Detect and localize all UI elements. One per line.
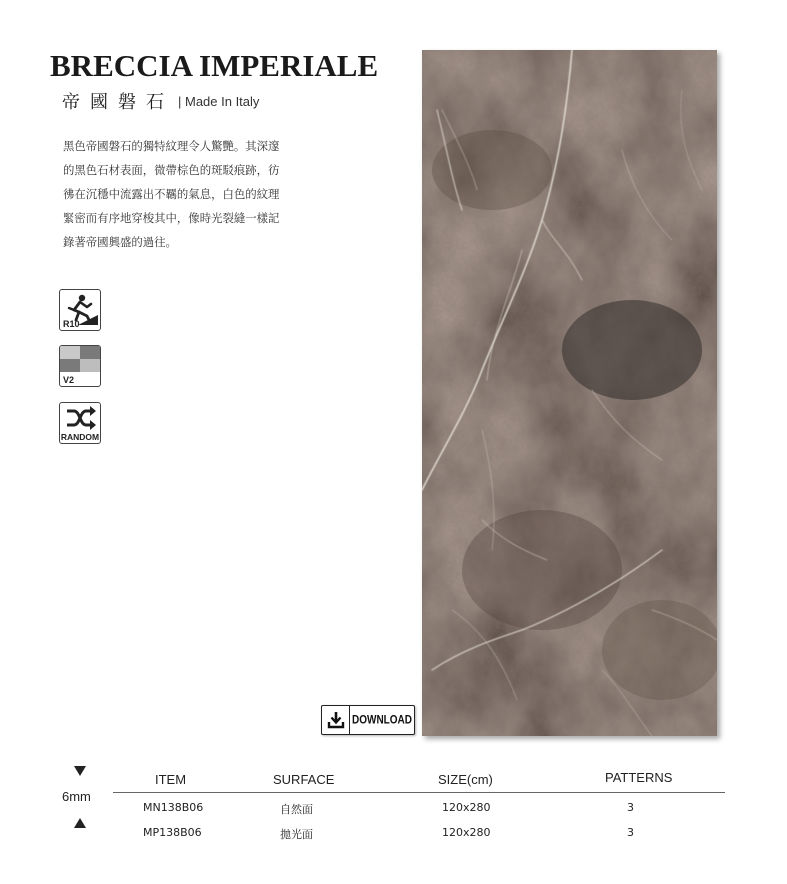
cell-size: 120x280: [442, 801, 491, 814]
arrow-up-icon: [74, 818, 86, 828]
description-line: 黑色帝國磐石的獨特紋理令人驚艷。其深邃: [63, 139, 280, 153]
product-title: BRECCIA IMPERIALE: [50, 48, 379, 83]
shade-variation-icon: [60, 346, 100, 372]
marble-texture: [422, 50, 717, 736]
description-line: 錄著帝國興盛的過往。: [63, 235, 177, 249]
description-line: 緊密而有序地穿梭其中，像時光裂縫一樣記: [63, 211, 280, 225]
shade-variation-badge: [59, 345, 101, 387]
download-button[interactable]: [321, 705, 415, 735]
cell-surface: 拋光面: [280, 828, 313, 841]
slip-rating-badge: [59, 289, 101, 331]
slip-rating-label: R10: [63, 319, 80, 329]
download-icon: [322, 706, 350, 734]
column-header-size: SIZE(cm): [438, 772, 493, 787]
thickness-indicator: [60, 762, 100, 832]
product-description: [63, 134, 321, 254]
marble-tile-image: [422, 50, 717, 736]
download-label: DOWNLOAD: [352, 713, 412, 727]
column-header-surface: SURFACE: [273, 772, 335, 787]
product-origin: | Made In Italy: [178, 93, 260, 109]
pattern-label: RANDOM: [60, 432, 100, 442]
cell-patterns: 3: [627, 801, 634, 814]
cell-patterns: 3: [627, 826, 634, 839]
column-header-patterns: PATTERNS: [605, 770, 673, 785]
thickness-label: 6mm: [62, 789, 91, 804]
shuffle-icon: [60, 403, 100, 433]
product-subtitle: [62, 88, 259, 114]
cell-size: 120x280: [442, 826, 491, 839]
shade-variation-label: V2: [63, 375, 75, 385]
column-header-item: ITEM: [155, 772, 187, 787]
table-divider: [113, 792, 725, 793]
description-line: 彿在沉穩中流露出不羈的氣息，白色的紋理: [63, 187, 280, 201]
cell-item: MP138B06: [143, 826, 202, 839]
cell-item: MN138B06: [143, 801, 204, 814]
cell-surface: 自然面: [280, 803, 313, 816]
description-line: 的黑色石材表面，微帶棕色的斑駁痕跡，彷: [63, 163, 280, 177]
arrow-down-icon: [74, 766, 86, 776]
product-name-chinese: 帝國磐石: [62, 92, 174, 113]
pattern-badge: [59, 402, 101, 444]
